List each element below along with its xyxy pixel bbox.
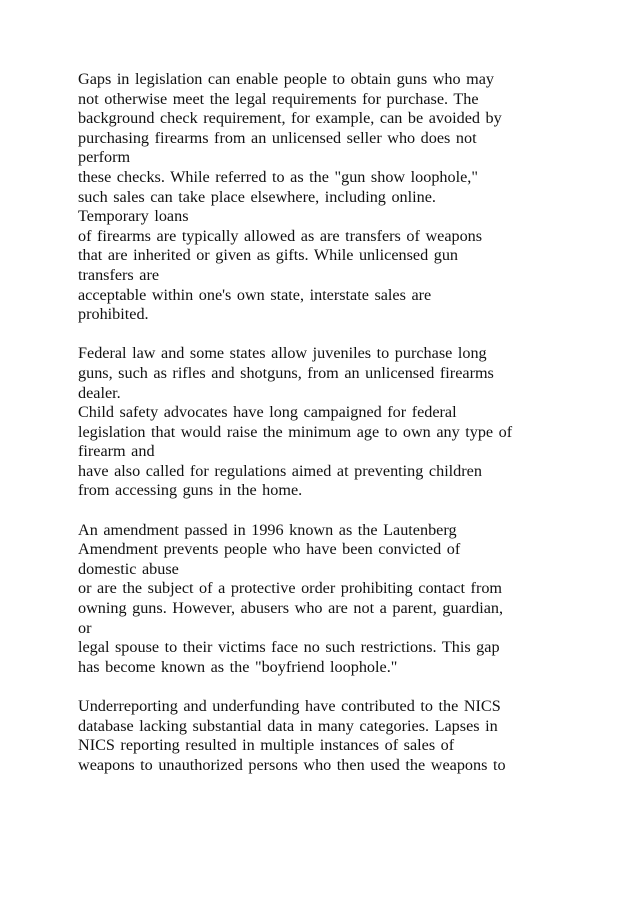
text-line: domestic abuse: [78, 559, 179, 578]
text-line: Federal law and some states allow juveniles to purchase long: [78, 344, 487, 363]
paragraph-gaps-in-legislation: [78, 70, 578, 325]
text-line: these checks. While referred to as the "gun show loophole,": [78, 167, 478, 186]
text-line: of firearms are typically allowed as are transfers of weapons: [78, 226, 483, 245]
text-line: such sales can take place elsewhere, including online.: [78, 187, 436, 206]
text-line: weapons to unauthorized persons who then used the weapons to: [78, 755, 506, 774]
text-line: prohibited.: [78, 305, 149, 324]
text-line: Child safety advocates have long campaigned for federal: [78, 403, 457, 422]
text-line: Temporary loans: [78, 207, 189, 226]
text-line: dealer.: [78, 383, 121, 402]
text-line: not otherwise meet the legal requirements for purchase. The: [78, 89, 479, 108]
paragraph-lautenberg-amendment: [78, 521, 578, 678]
text-line: NICS reporting resulted in multiple instances of sales of: [78, 736, 455, 755]
text-line: legislation that would raise the minimum age to own any type of: [78, 422, 513, 441]
paragraph-juveniles: [78, 344, 578, 501]
text-line: or are the subject of a protective order prohibiting contact from: [78, 579, 503, 598]
text-line: that are inherited or given as gifts. While unlicensed gun: [78, 246, 459, 265]
text-line: purchasing firearms from an unlicensed seller who does not: [78, 128, 477, 147]
text-line: firearm and: [78, 442, 155, 461]
text-line: legal spouse to their victims face no such restrictions. This gap: [78, 638, 500, 657]
document-body: [78, 70, 578, 795]
text-line: from accessing guns in the home.: [78, 481, 303, 500]
text-line: Amendment prevents people who have been convicted of: [78, 540, 461, 559]
text-line: background check requirement, for example, can be avoided by: [78, 109, 502, 128]
text-line: database lacking substantial data in many categories. Lapses in: [78, 716, 498, 735]
text-line: guns, such as rifles and shotguns, from an unlicensed firearms: [78, 363, 494, 382]
text-line: An amendment passed in 1996 known as the Lautenberg: [78, 520, 457, 539]
text-line: Underreporting and underfunding have contributed to the NICS: [78, 697, 501, 715]
text-line: or: [78, 618, 92, 637]
text-line: perform: [78, 148, 131, 167]
text-line: transfers are: [78, 265, 160, 284]
text-line: Gaps in legislation can enable people to obtain guns who may: [78, 70, 494, 88]
text-line: acceptable within one's own state, interstate sales are: [78, 285, 432, 304]
text-line: have also called for regulations aimed at preventing children: [78, 461, 482, 480]
paragraph-nics-underreporting: [78, 697, 578, 775]
text-line: has become known as the "boyfriend loophole.": [78, 657, 398, 676]
text-line: owning guns. However, abusers who are not a parent, guardian,: [78, 599, 504, 618]
